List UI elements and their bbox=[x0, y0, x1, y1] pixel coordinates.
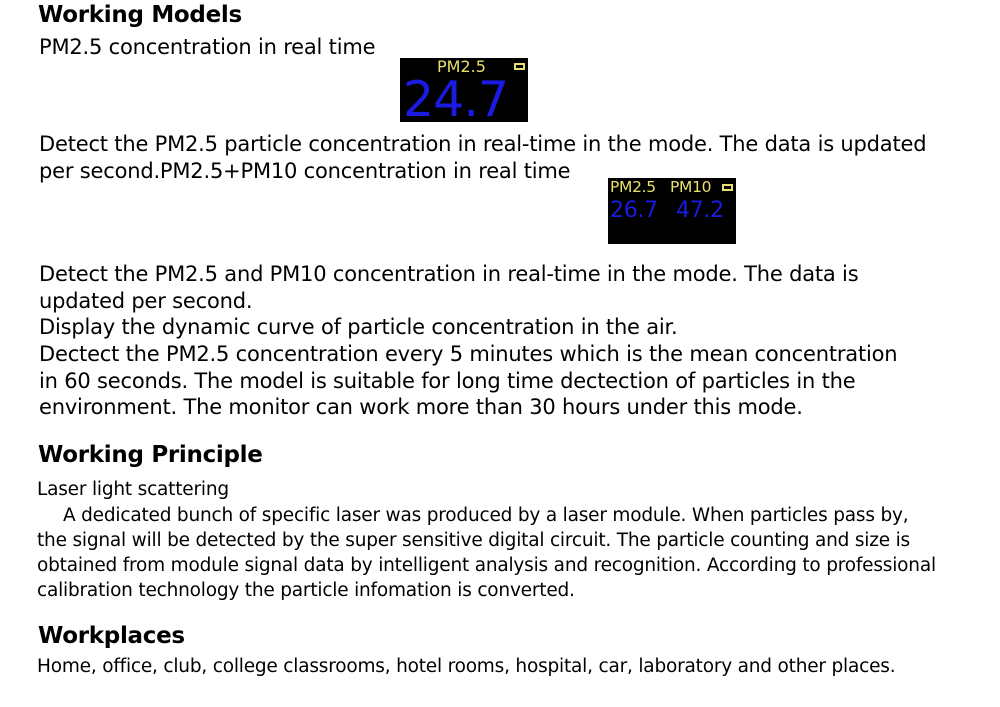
pm25-display-label: PM2.5 bbox=[610, 178, 656, 196]
pm10-display-label: PM10 bbox=[670, 178, 712, 196]
mode3-line4: environment. The monitor can work more than 30 hours under this mode. bbox=[39, 395, 803, 419]
battery-icon bbox=[514, 63, 525, 70]
principle-line1: A dedicated bunch of specific laser was produced by a laser module. When particles pass by, bbox=[63, 505, 909, 526]
mode2-desc-line1: Detect the PM2.5 and PM10 concentration in real-time in the mode. The data is bbox=[39, 262, 859, 286]
workplaces-heading: Workplaces bbox=[38, 623, 185, 649]
pm25-display bbox=[400, 58, 528, 122]
principle-line4: calibration technology the particle infomation is converted. bbox=[37, 580, 575, 601]
principle-line2: the signal will be detected by the super sensitive digital circuit. The particle counting and size is bbox=[37, 530, 910, 551]
working-models-heading: Working Models bbox=[38, 2, 242, 28]
principle-line3: obtained from module signal data by intelligent analysis and recognition. According to professional bbox=[37, 555, 936, 576]
pm25-display-value: 24.7 bbox=[403, 71, 509, 122]
mode2-desc-line2: updated per second. bbox=[39, 289, 253, 313]
mode1-title: PM2.5 concentration in real time bbox=[39, 35, 376, 59]
mode3-line3: in 60 seconds. The model is suitable for long time dectection of particles in the bbox=[39, 369, 856, 393]
pm25-display-value: 26.7 bbox=[610, 198, 658, 223]
mode1-desc-line1: Detect the PM2.5 particle concentration in real-time in the mode. The data is updated bbox=[39, 132, 927, 156]
mode3-line2: Dectect the PM2.5 concentration every 5 minutes which is the mean concentration bbox=[39, 342, 898, 366]
mode1-desc-line2: per second.PM2.5+PM10 concentration in real time bbox=[39, 159, 571, 183]
battery-icon bbox=[722, 184, 733, 191]
workplaces-text: Home, office, club, college classrooms, hotel rooms, hospital, car, laboratory and other places. bbox=[37, 656, 896, 677]
pm25-display-label: PM2.5 bbox=[437, 58, 486, 76]
principle-subtitle: Laser light scattering bbox=[37, 479, 229, 500]
pm25-pm10-display bbox=[608, 178, 736, 244]
pm10-display-value: 47.2 bbox=[676, 198, 724, 223]
mode3-line1: Display the dynamic curve of particle concentration in the air. bbox=[39, 315, 678, 339]
working-principle-heading: Working Principle bbox=[38, 442, 263, 468]
